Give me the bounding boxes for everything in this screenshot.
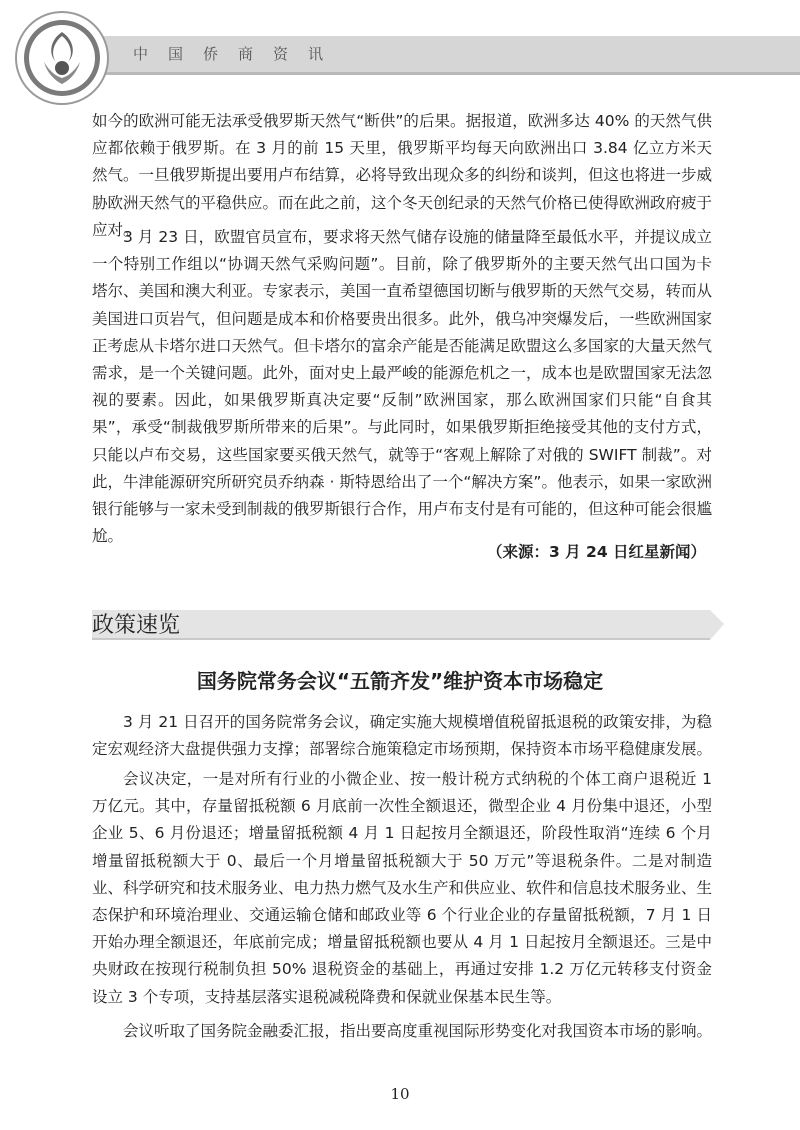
article2-paragraph-2: 会议决定，一是对所有行业的小微企业、按一般计税方式纳税的个体工商户退税近 1 万亿元。其中，存量留抵税额 6 月底前一次性全额退还，微型企业 4 月份集中退还，小型企业 5、6 月份退还；增量留抵税额 4 月 1 日起按月全额退还，阶段性取消“连续 6 个月增量留抵税额大于 0、最后一个月增量留抵税额大于 50 万元”等退税条件。二是对制造业、科学研究和技术服务业、电力热力燃气及水生产和供应业、软件和信息技术服务业、生态保护和环境治理业、交通运输仓储和邮政业等 6 个行业企业的存量留抵税额，7 月 1 日开始办理全额退还，年底前完成；增量留抵税额也要从 4 月 1 日起按月全额退还。三是中央财政在按现行税制负担 50% 退税资金的基础上，再通过安排 1.2 万亿元转移支付资金设立 3 个专项，支持基层落实退税减税降费和保就业保基本民生等。 — [92, 770, 713, 1006]
section-bar — [92, 610, 710, 640]
header-title: 中国侨商资讯 — [133, 45, 344, 63]
header-stripe — [60, 72, 800, 75]
page-number: 10 — [390, 1085, 410, 1103]
article2-title: 国务院常务会议“五箭齐发”维护资本市场稳定 — [196, 669, 604, 693]
article2-paragraph-3: 会议听取了国务院金融委汇报，指出要高度重视国际形势变化对我国资本市场的影响。 — [123, 1022, 713, 1040]
article2-paragraph-1: 3 月 21 日召开的国务院常务会议，确定实施大规模增值税留抵退税的政策安排，为稳定宏观经济大盘提供强力支撑；部署综合施策稳定市场预期，保持资本市场平稳健康发展。 — [92, 713, 713, 759]
section-title: 政策速览 — [92, 613, 181, 638]
article1-source: （来源：3 月 24 日红星新闻） — [486, 543, 706, 561]
article1-paragraph-1: 如今的欧洲可能无法承受俄罗斯天然气“断供”的后果。据报道，欧洲多达 40% 的天然气供应都依赖于俄罗斯。在 3 月的前 15 天里，俄罗斯平均每天向欧洲出口 3.84 亿立方米天然气。一旦俄罗斯提出要用卢布结算，必将导致出现众多的纠纷和谈判，但这也将进一步威胁欧洲天然气的平稳供应。而在此之前，这个冬天创纪录的天然气价格已使得欧洲政府疲于应对。 — [92, 112, 713, 239]
article1-paragraph-2: 3 月 23 日，欧盟官员宣布，要求将天然气储存设施的储量降至最低水平，并提议成立一个特别工作组以“协调天然气采购问题”。目前，除了俄罗斯外的主要天然气出口国为卡塔尔、美国和澳大利亚。专家表示，美国一直希望德国切断与俄罗斯的天然气交易，转而从美国进口页岩气，但问题是成本和价格要贵出很多。此外，俄乌冲突爆发后，一些欧洲国家正考虑从卡塔尔进口天然气。但卡塔尔的富余产能是否能满足欧盟这么多国家的大量天然气需求，是一个关键问题。此外，面对史上最严峻的能源危机之一，成本也是欧盟国家无法忽视的要素。因此，如果俄罗斯真决定要“反制”欧洲国家，那么欧洲国家们只能“自食其果”，承受“制裁俄罗斯所带来的后果”。与此同时，如果俄罗斯拒绝接受其他的支付方式，只能以卢布交易，这些国家要买俄天然气，就等于“客观上解除了对俄的 SWIFT 制裁”。对此，牛津能源研究所研究员乔纳森 · 斯特恩给出了一个“解决方案”。他表示，如果一家欧洲银行能够与一家未受到制裁的俄罗斯银行合作，用卢布支付是有可能的，但这种可能会很尴尬。 — [92, 228, 713, 546]
logo — [14, 10, 110, 106]
